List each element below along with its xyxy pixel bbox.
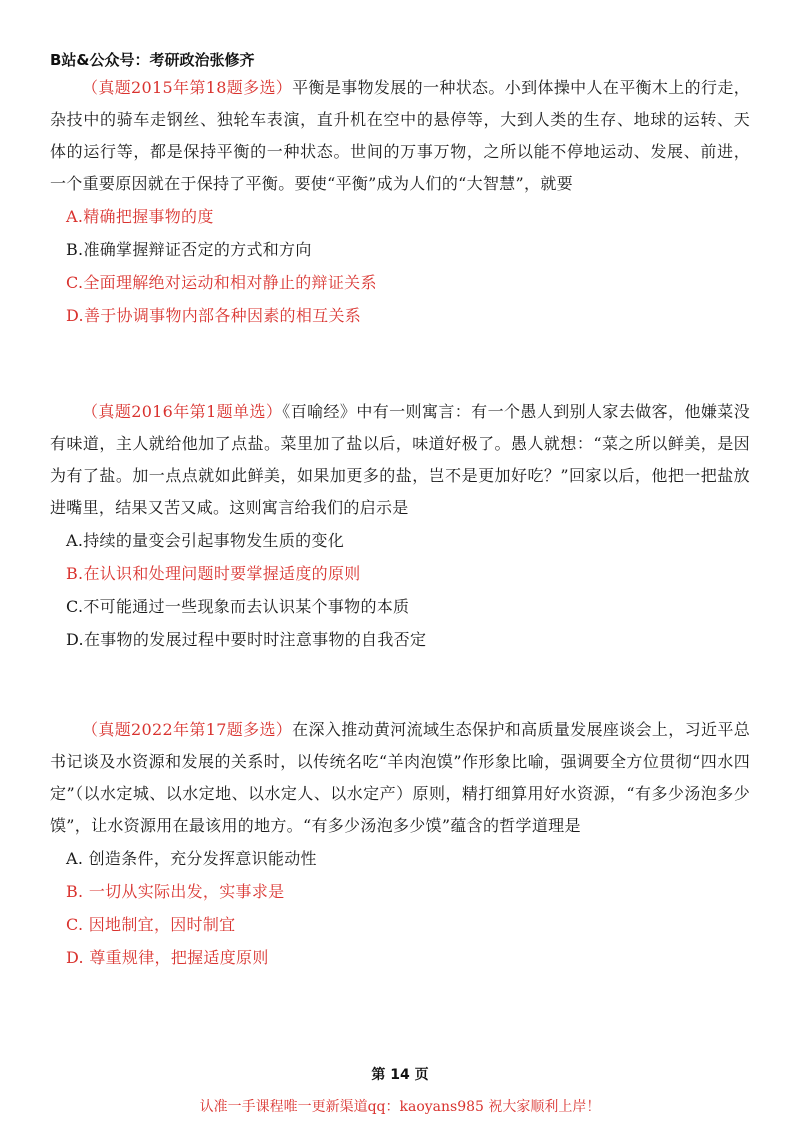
question-stem (50, 396, 750, 524)
option-c: C.全面理解绝对运动和相对静止的辩证关系 (66, 273, 377, 292)
question-tag: （真题2015年第18题多选） (82, 78, 293, 97)
question-block (50, 396, 750, 656)
option-a: A. 创造条件，充分发挥意识能动性 (66, 849, 317, 868)
question-text: 《百喻经》中有一则寓言：有一个愚人到别人家去做客，他嫌菜没有味道，主人就给他加了点盐。菜里加了盐以后，味道好极了。愚人就想：“菜之所以鲜美，是因为有了盐。加一点点就如此鲜美，如果加更多的盐，岂不是更加好吃？”回家以后，他把一把盐放进嘴里，结果又苦又咸。这则寓言给我们的启示是 (50, 402, 750, 517)
question-text: 在深入推动黄河流域生态保护和高质量发展座谈会上，习近平总书记谈及水资源和发展的关系时，以传统名吃“羊肉泡馍”作形象比喻，强调要全方位贯彻“四水四定”（以水定城、以水定地、以水定人、以水定产）原则，精打细算用好水资源，“有多少汤泡多少馍”，让水资源用在最该用的地方。“有多少汤泡多少馍”蕴含的哲学道理是 (50, 720, 750, 835)
option-b: B. 一切从实际出发，实事求是 (66, 882, 285, 901)
option-b: B.准确掌握辩证否定的方式和方向 (66, 240, 312, 259)
question-stem (50, 714, 750, 842)
page-header: B站&公众号：考研政治张修齐 (50, 51, 255, 69)
option-a: A.持续的量变会引起事物发生质的变化 (66, 531, 345, 550)
option-a: A.精确把握事物的度 (66, 207, 214, 226)
option-d: D.善于协调事物内部各种因素的相互关系 (66, 306, 362, 325)
question-text: 平衡是事物发展的一种状态。小到体操中人在平衡木上的行走，杂技中的骑车走钢丝、独轮车表演，直升机在空中的悬停等，大到人类的生存、地球的运转、天体的运行等，都是保持平衡的一种状态。世间的万事万物，之所以能不停地运动、发展、前进，一个重要原因就在于保持了平衡。要使“平衡”成为人们的“大智慧”，就要 (50, 78, 750, 193)
question-stem (50, 72, 750, 200)
question-block (50, 72, 750, 332)
question-block (50, 714, 750, 974)
option-b: B.在认识和处理问题时要掌握适度的原则 (66, 564, 361, 583)
option-c: C. 因地制宜，因时制宜 (66, 915, 236, 934)
footer-note: 认准一手课程唯一更新渠道qq：kaoyans985 祝大家顺利上岸！ (199, 1099, 601, 1115)
option-d: D. 尊重规律，把握适度原则 (66, 948, 269, 967)
option-c: C.不可能通过一些现象而去认识某个事物的本质 (66, 597, 410, 616)
page-number: 第 14 页 (371, 1067, 429, 1083)
question-tag: （真题2022年第17题多选） (82, 720, 293, 739)
option-d: D.在事物的发展过程中要时时注意事物的自我否定 (66, 630, 427, 649)
question-tag: （真题2016年第1题单选） (82, 402, 283, 421)
